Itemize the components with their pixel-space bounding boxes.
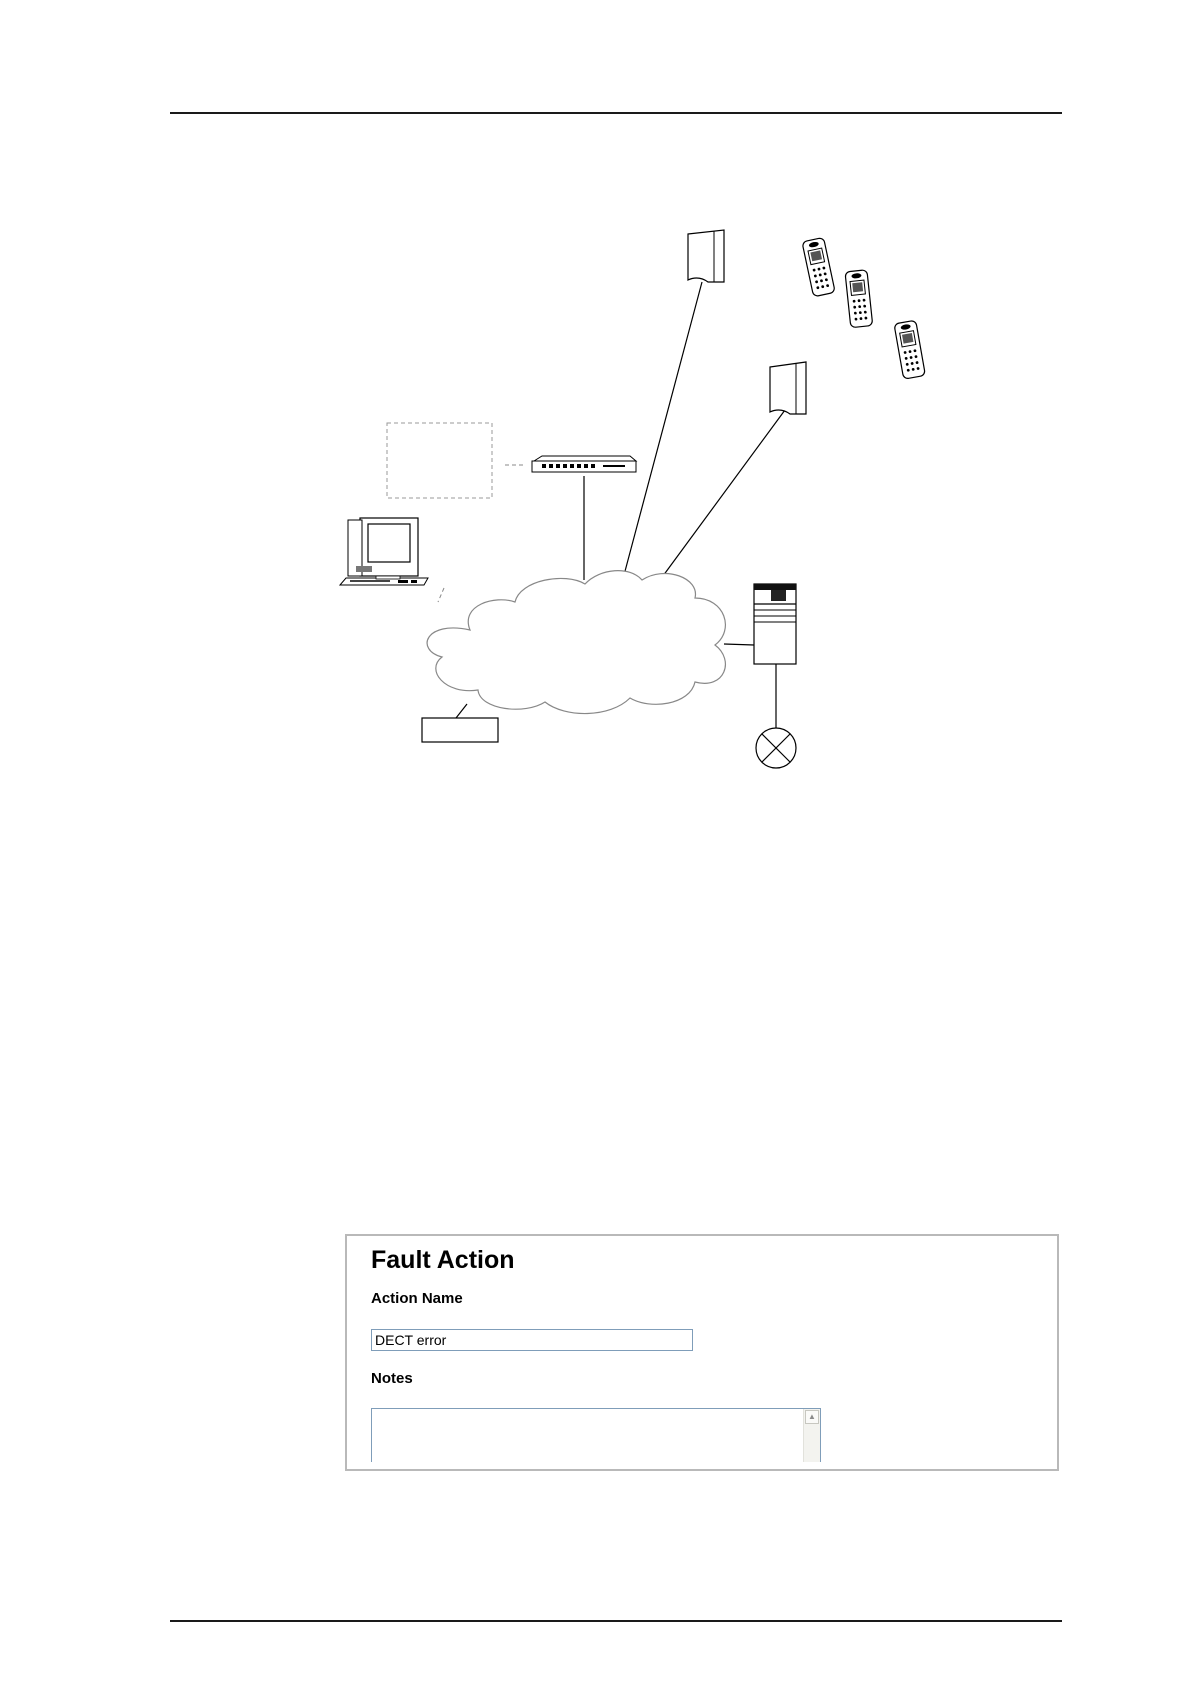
- dect-handset-icon: [894, 320, 925, 379]
- link-cloud-server: [724, 644, 754, 645]
- action-name-input[interactable]: [371, 1329, 693, 1351]
- notes-label: Notes: [371, 1370, 413, 1387]
- dect-handset-icon: [845, 270, 873, 328]
- panel-title: Fault Action: [371, 1246, 515, 1274]
- link-cloud-device: [456, 704, 467, 718]
- base-station-icon: [688, 230, 724, 282]
- footer-rule: [170, 1620, 1062, 1622]
- computer-workstation-icon: [340, 518, 428, 585]
- device-box: [422, 718, 498, 742]
- base-station-icon: [770, 362, 806, 414]
- notes-scrollbar[interactable]: [803, 1409, 820, 1462]
- link-pc-cloud: [438, 588, 444, 602]
- action-name-label: Action Name: [371, 1290, 463, 1307]
- network-diagram: [320, 220, 960, 800]
- scroll-up-arrow-icon[interactable]: ▲: [805, 1410, 819, 1424]
- dect-handset-icon: [802, 237, 835, 296]
- network-switch-icon: [532, 456, 636, 472]
- dashed-box: [387, 423, 492, 498]
- server-icon: [754, 584, 796, 664]
- link-base2-cloud: [660, 410, 785, 580]
- fault-action-panel: [345, 1234, 1059, 1471]
- header-rule: [170, 112, 1062, 114]
- trunk-circle-x-icon: [756, 728, 796, 768]
- link-base1-cloud: [624, 282, 702, 575]
- notes-textarea[interactable]: [371, 1408, 821, 1462]
- network-cloud: [427, 571, 725, 714]
